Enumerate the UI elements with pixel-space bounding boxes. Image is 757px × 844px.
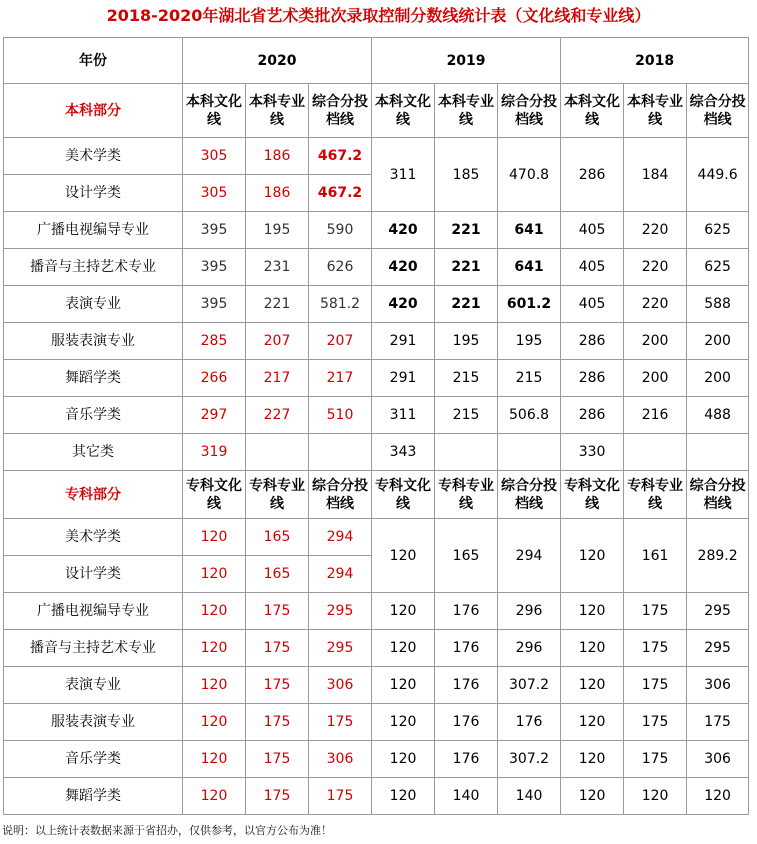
cell: 120: [561, 741, 624, 778]
cell: 120: [183, 519, 246, 556]
cell: 319: [183, 434, 246, 471]
cell: 306: [687, 741, 749, 778]
cell: 120: [561, 778, 624, 815]
cell: 286: [561, 360, 624, 397]
cell: 207: [309, 323, 372, 360]
cell: 286: [561, 397, 624, 434]
row-label: 表演专业: [4, 286, 183, 323]
cell: 175: [624, 593, 687, 630]
col-header: 本科专业线: [435, 84, 498, 138]
cell: 220: [624, 212, 687, 249]
cell: 120: [183, 741, 246, 778]
cell: 120: [372, 778, 435, 815]
row-label: 舞蹈学类: [4, 360, 183, 397]
cell: 120: [372, 593, 435, 630]
cell: [246, 434, 309, 471]
zhuanke-header-row: [4, 471, 749, 519]
cell: 120: [372, 519, 435, 593]
table-row: [4, 434, 749, 471]
cell: 296: [498, 593, 561, 630]
cell: 220: [624, 249, 687, 286]
cell: 343: [372, 434, 435, 471]
row-label: 音乐学类: [4, 741, 183, 778]
cell: 200: [687, 360, 749, 397]
cell: 120: [624, 778, 687, 815]
col-header: 专科专业线: [246, 471, 309, 519]
table-row: [4, 360, 749, 397]
cell: 176: [435, 704, 498, 741]
cell: 295: [309, 593, 372, 630]
cell: 395: [183, 286, 246, 323]
cell: 120: [372, 667, 435, 704]
cell: 120: [561, 630, 624, 667]
table-row: [4, 704, 749, 741]
score-table: [3, 37, 749, 815]
cell: 195: [435, 323, 498, 360]
cell: 588: [687, 286, 749, 323]
col-header: 本科文化线: [561, 84, 624, 138]
col-header: 专科文化线: [561, 471, 624, 519]
row-label: 美术学类: [4, 519, 183, 556]
cell: 120: [372, 741, 435, 778]
cell: 395: [183, 249, 246, 286]
col-header: 综合分投档线: [687, 471, 749, 519]
row-label: 播音与主持艺术专业: [4, 630, 183, 667]
table-row: [4, 519, 749, 556]
year-2019: 2019: [372, 38, 561, 84]
cell: 175: [309, 704, 372, 741]
cell: 506.8: [498, 397, 561, 434]
cell: 330: [561, 434, 624, 471]
cell: 175: [624, 741, 687, 778]
cell: 311: [372, 397, 435, 434]
cell: 297: [183, 397, 246, 434]
cell: 467.2: [309, 138, 372, 175]
cell: 195: [246, 212, 309, 249]
cell: 294: [309, 556, 372, 593]
cell: 581.2: [309, 286, 372, 323]
cell: 488: [687, 397, 749, 434]
cell: 175: [246, 630, 309, 667]
cell: 176: [435, 741, 498, 778]
cell: 625: [687, 212, 749, 249]
year-label: 年份: [4, 38, 183, 84]
cell: 291: [372, 360, 435, 397]
row-label: 表演专业: [4, 667, 183, 704]
cell: 175: [246, 667, 309, 704]
row-label: 美术学类: [4, 138, 183, 175]
cell: 231: [246, 249, 309, 286]
table-row: [4, 667, 749, 704]
cell: 184: [624, 138, 687, 212]
cell: 120: [561, 519, 624, 593]
benke-header-row: [4, 84, 749, 138]
cell: 306: [309, 667, 372, 704]
col-header: 综合分投档线: [498, 84, 561, 138]
row-label: 其它类: [4, 434, 183, 471]
cell: 294: [498, 519, 561, 593]
cell: 266: [183, 360, 246, 397]
cell: 395: [183, 212, 246, 249]
table-row: [4, 286, 749, 323]
cell: 175: [624, 667, 687, 704]
table-row: [4, 741, 749, 778]
cell: 470.8: [498, 138, 561, 212]
cell: 306: [687, 667, 749, 704]
col-header: 本科专业线: [246, 84, 309, 138]
cell: 294: [309, 519, 372, 556]
cell: 165: [246, 556, 309, 593]
col-header: 综合分投档线: [309, 471, 372, 519]
cell: 285: [183, 323, 246, 360]
table-row: [4, 397, 749, 434]
table-row: [4, 778, 749, 815]
cell: 227: [246, 397, 309, 434]
cell: 286: [561, 138, 624, 212]
table-row: [4, 249, 749, 286]
cell: 176: [435, 630, 498, 667]
cell: 311: [372, 138, 435, 212]
cell: 286: [561, 323, 624, 360]
cell: 120: [561, 667, 624, 704]
cell: 420: [372, 212, 435, 249]
cell: 175: [246, 778, 309, 815]
cell: 186: [246, 175, 309, 212]
cell: 420: [372, 286, 435, 323]
cell: 120: [561, 593, 624, 630]
cell: 165: [246, 519, 309, 556]
cell: 295: [309, 630, 372, 667]
cell: 217: [309, 360, 372, 397]
year-2020: 2020: [183, 38, 372, 84]
row-label: 播音与主持艺术专业: [4, 249, 183, 286]
cell: 120: [687, 778, 749, 815]
cell: 305: [183, 175, 246, 212]
cell: 215: [435, 397, 498, 434]
cell: 120: [183, 556, 246, 593]
cell: 625: [687, 249, 749, 286]
col-header: 专科专业线: [624, 471, 687, 519]
cell: 305: [183, 138, 246, 175]
table-row: [4, 323, 749, 360]
cell: 291: [372, 323, 435, 360]
col-header: 专科专业线: [435, 471, 498, 519]
cell: 140: [498, 778, 561, 815]
cell: 296: [498, 630, 561, 667]
col-header: 专科文化线: [183, 471, 246, 519]
cell: [624, 434, 687, 471]
cell: 221: [435, 212, 498, 249]
cell: 175: [687, 704, 749, 741]
year-2018: 2018: [561, 38, 749, 84]
cell: 161: [624, 519, 687, 593]
cell: 185: [435, 138, 498, 212]
cell: 449.6: [687, 138, 749, 212]
row-label: 服装表演专业: [4, 323, 183, 360]
col-header: 专科文化线: [372, 471, 435, 519]
cell: 140: [435, 778, 498, 815]
cell: 120: [183, 667, 246, 704]
cell: [498, 434, 561, 471]
cell: 216: [624, 397, 687, 434]
cell: 175: [624, 630, 687, 667]
cell: 200: [624, 360, 687, 397]
col-header: 本科文化线: [372, 84, 435, 138]
cell: 510: [309, 397, 372, 434]
col-header: 综合分投档线: [687, 84, 749, 138]
cell: 641: [498, 212, 561, 249]
table-row: [4, 593, 749, 630]
cell: 120: [183, 593, 246, 630]
row-label: 设计学类: [4, 175, 183, 212]
cell: [687, 434, 749, 471]
table-row: [4, 630, 749, 667]
col-header: 综合分投档线: [309, 84, 372, 138]
benke-section-label: 本科部分: [4, 84, 183, 138]
cell: 215: [435, 360, 498, 397]
cell: 405: [561, 212, 624, 249]
cell: 120: [372, 630, 435, 667]
cell: 175: [246, 741, 309, 778]
cell: [309, 434, 372, 471]
table-title: 2018-2020年湖北省艺术类批次录取控制分数线统计表（文化线和专业线）: [106, 6, 651, 25]
cell: 641: [498, 249, 561, 286]
cell: 120: [372, 704, 435, 741]
row-label: 音乐学类: [4, 397, 183, 434]
cell: 420: [372, 249, 435, 286]
cell: 307.2: [498, 667, 561, 704]
cell: 176: [435, 593, 498, 630]
cell: 120: [561, 704, 624, 741]
cell: 626: [309, 249, 372, 286]
cell: 221: [246, 286, 309, 323]
cell: 405: [561, 249, 624, 286]
cell: [435, 434, 498, 471]
cell: 165: [435, 519, 498, 593]
cell: 307.2: [498, 741, 561, 778]
cell: 175: [246, 704, 309, 741]
cell: 220: [624, 286, 687, 323]
row-label: 服装表演专业: [4, 704, 183, 741]
row-label: 广播电视编导专业: [4, 593, 183, 630]
cell: 295: [687, 593, 749, 630]
table-row: [4, 212, 749, 249]
col-header: 综合分投档线: [498, 471, 561, 519]
row-label: 舞蹈学类: [4, 778, 183, 815]
cell: 405: [561, 286, 624, 323]
row-label: 设计学类: [4, 556, 183, 593]
cell: 215: [498, 360, 561, 397]
cell: 200: [687, 323, 749, 360]
col-header: 本科文化线: [183, 84, 246, 138]
cell: 217: [246, 360, 309, 397]
cell: 200: [624, 323, 687, 360]
table-row: [4, 138, 749, 175]
row-label: 广播电视编导专业: [4, 212, 183, 249]
cell: 295: [687, 630, 749, 667]
cell: 221: [435, 249, 498, 286]
cell: 221: [435, 286, 498, 323]
cell: 186: [246, 138, 309, 175]
cell: 590: [309, 212, 372, 249]
cell: 175: [246, 593, 309, 630]
cell: 467.2: [309, 175, 372, 212]
cell: 289.2: [687, 519, 749, 593]
cell: 175: [624, 704, 687, 741]
cell: 120: [183, 704, 246, 741]
footnote: 说明：以上统计表数据来源于省招办，仅供参考，以官方公布为准！: [2, 824, 332, 837]
year-header-row: [4, 38, 749, 84]
cell: 195: [498, 323, 561, 360]
cell: 175: [309, 778, 372, 815]
zhuanke-section-label: 专科部分: [4, 471, 183, 519]
cell: 176: [498, 704, 561, 741]
cell: 306: [309, 741, 372, 778]
cell: 120: [183, 778, 246, 815]
cell: 207: [246, 323, 309, 360]
cell: 176: [435, 667, 498, 704]
cell: 120: [183, 630, 246, 667]
cell: 601.2: [498, 286, 561, 323]
col-header: 本科专业线: [624, 84, 687, 138]
